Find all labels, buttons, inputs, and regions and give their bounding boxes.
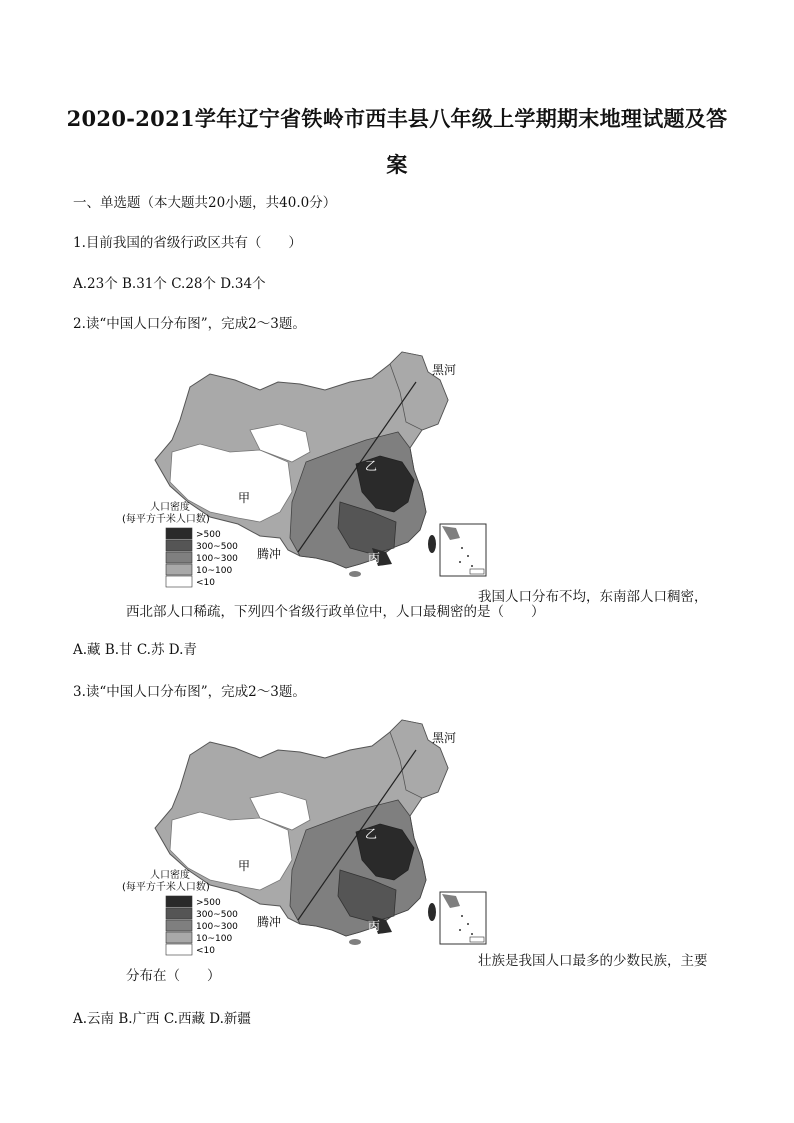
map-hainan [349, 571, 361, 577]
china-population-density-map [110, 720, 490, 956]
population-map-2 [110, 720, 490, 956]
legend-label: 100~300 [196, 922, 238, 932]
map-hainan [349, 939, 361, 945]
question-2-stem: 2.读“中国人口分布图”，完成2～3题。 [73, 316, 306, 332]
legend-swatch [166, 528, 192, 539]
question-2-options: A.藏 B.甘 C.苏 D.青 [73, 642, 197, 658]
legend-swatch [166, 552, 192, 563]
china-population-density-map [110, 352, 490, 588]
legend-label: >500 [196, 898, 221, 908]
legend-label: 300~500 [196, 910, 238, 920]
map-taiwan [428, 535, 436, 553]
title-line-2: 案 [386, 152, 408, 177]
title-line-1: 2020-2021学年辽宁省铁岭市西丰县八年级上学期期末地理试题及答 [66, 106, 728, 131]
map-taiwan [428, 903, 436, 921]
legend-title-1: 人口密度 [150, 502, 190, 513]
legend-swatch [166, 576, 192, 587]
label-yi: 乙 [365, 459, 378, 473]
legend-label: 300~500 [196, 542, 238, 552]
legend-swatch [166, 896, 192, 907]
legend-swatch [166, 920, 192, 931]
legend-label: >500 [196, 530, 221, 540]
document-title [60, 96, 734, 188]
question-3-text-b: 分布在（ ） [126, 968, 221, 984]
question-1-options: A.23个 B.31个 C.28个 D.34个 [73, 276, 266, 292]
question-3-options: A.云南 B.广西 C.西藏 D.新疆 [73, 1011, 251, 1027]
legend-swatch [166, 540, 192, 551]
population-map-1 [110, 352, 490, 588]
label-yi: 乙 [365, 827, 378, 841]
legend-label: 10~100 [196, 566, 233, 576]
label-tengchong: 腾冲 [257, 547, 282, 561]
section-heading: 一、单选题（本大题共20小题，共40.0分） [73, 195, 337, 211]
legend [166, 528, 238, 588]
label-tengchong: 腾冲 [257, 915, 282, 929]
legend-swatch [166, 944, 192, 955]
legend-label: 10~100 [196, 934, 233, 944]
question-2-text-a: 我国人口分布不均，东南部人口稠密， [478, 589, 708, 605]
legend-title-1: 人口密度 [150, 870, 190, 881]
legend-title-2: (每平方千米人口数) [122, 514, 210, 525]
legend-swatch [166, 932, 192, 943]
label-jia: 甲 [238, 491, 251, 505]
label-heihe: 黑河 [432, 363, 457, 377]
question-2-text-b: 西北部人口稀疏，下列四个省级行政单位中，人口最稠密的是（ ） [126, 604, 545, 620]
label-heihe: 黑河 [432, 731, 457, 745]
legend-label: <10 [196, 946, 215, 956]
label-bing: 丙 [368, 551, 381, 565]
question-1-stem: 1.目前我国的省级行政区共有（ ） [73, 235, 302, 251]
legend-label: 100~300 [196, 554, 238, 564]
legend-swatch [166, 908, 192, 919]
label-jia: 甲 [238, 859, 251, 873]
legend [166, 896, 238, 956]
label-bing: 丙 [368, 919, 381, 933]
legend-title-2: (每平方千米人口数) [122, 882, 210, 893]
question-3-stem: 3.读“中国人口分布图”，完成2～3题。 [73, 684, 306, 700]
legend-label: <10 [196, 578, 215, 588]
question-3-text-a: 壮族是我国人口最多的少数民族，主要 [478, 953, 708, 969]
legend-swatch [166, 564, 192, 575]
